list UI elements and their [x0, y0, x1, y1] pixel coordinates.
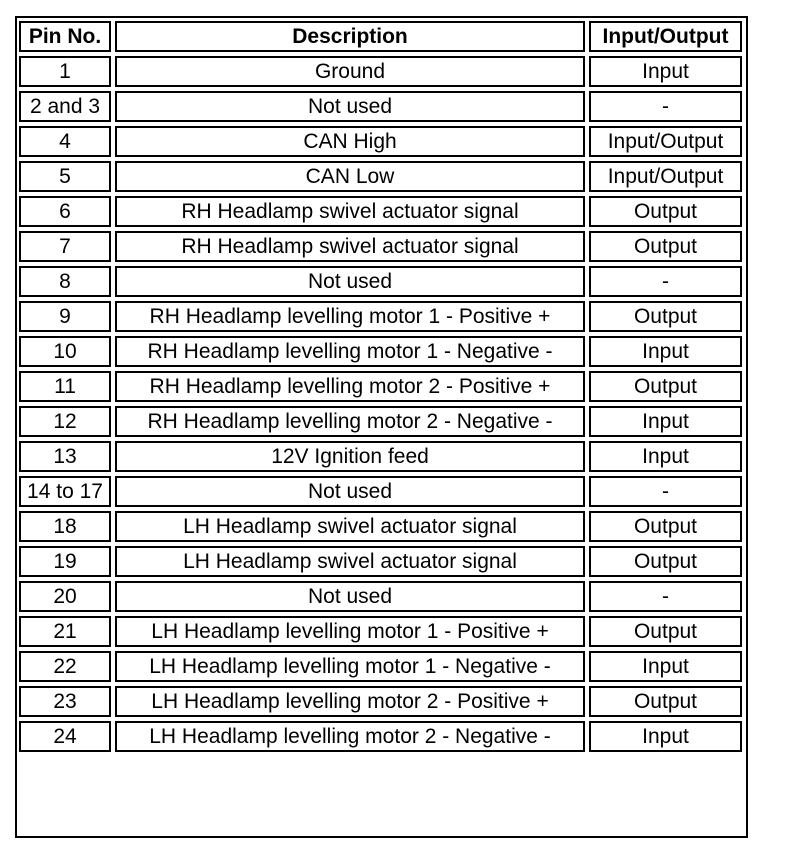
pin-cell: 6: [19, 196, 111, 227]
input-output-cell: -: [589, 266, 742, 297]
table-row: [19, 616, 742, 647]
pin-cell: 10: [19, 336, 111, 367]
input-output-cell: Input: [589, 721, 742, 752]
input-output-cell: Output: [589, 371, 742, 402]
pin-cell: 1: [19, 56, 111, 87]
pin-cell: 4: [19, 126, 111, 157]
table-row: [19, 651, 742, 682]
header-description: Description: [115, 21, 585, 52]
header-row: [19, 21, 742, 52]
table-row: [19, 511, 742, 542]
input-output-cell: Input: [589, 336, 742, 367]
pin-cell: 24: [19, 721, 111, 752]
pin-cell: 8: [19, 266, 111, 297]
header-pin-no: Pin No.: [19, 21, 111, 52]
table-row: [19, 301, 742, 332]
description-cell: Ground: [115, 56, 585, 87]
pin-cell: 5: [19, 161, 111, 192]
description-cell: RH Headlamp levelling motor 2 - Negative -: [115, 406, 585, 437]
description-cell: LH Headlamp levelling motor 2 - Negative -: [115, 721, 585, 752]
table-row: [19, 581, 742, 612]
pin-rows: [19, 56, 742, 752]
table-row: [19, 546, 742, 577]
description-cell: CAN High: [115, 126, 585, 157]
pin-cell: 18: [19, 511, 111, 542]
table-row: [19, 476, 742, 507]
input-output-cell: Output: [589, 616, 742, 647]
pin-cell: 19: [19, 546, 111, 577]
description-cell: RH Headlamp swivel actuator signal: [115, 231, 585, 262]
description-cell: 12V Ignition feed: [115, 441, 585, 472]
table-row: [19, 126, 742, 157]
table-row: [19, 196, 742, 227]
input-output-cell: -: [589, 581, 742, 612]
pin-cell: 23: [19, 686, 111, 717]
description-cell: RH Headlamp levelling motor 1 - Negative -: [115, 336, 585, 367]
input-output-cell: Output: [589, 196, 742, 227]
input-output-cell: Input: [589, 406, 742, 437]
input-output-cell: Output: [589, 231, 742, 262]
table-row: [19, 406, 742, 437]
description-cell: LH Headlamp swivel actuator signal: [115, 511, 585, 542]
table-row: [19, 336, 742, 367]
pin-cell: 13: [19, 441, 111, 472]
pin-cell: 22: [19, 651, 111, 682]
pin-cell: 12: [19, 406, 111, 437]
pin-cell: 7: [19, 231, 111, 262]
input-output-cell: -: [589, 91, 742, 122]
description-cell: LH Headlamp swivel actuator signal: [115, 546, 585, 577]
description-cell: Not used: [115, 476, 585, 507]
input-output-cell: Input: [589, 651, 742, 682]
pin-cell: 2 and 3: [19, 91, 111, 122]
table-row: [19, 91, 742, 122]
description-cell: CAN Low: [115, 161, 585, 192]
input-output-cell: Output: [589, 546, 742, 577]
table-row: [19, 441, 742, 472]
description-cell: Not used: [115, 91, 585, 122]
table-row: [19, 266, 742, 297]
table-row: [19, 686, 742, 717]
pin-cell: 11: [19, 371, 111, 402]
description-cell: RH Headlamp levelling motor 2 - Positive +: [115, 371, 585, 402]
input-output-cell: Input/Output: [589, 126, 742, 157]
description-cell: LH Headlamp levelling motor 1 - Positive +: [115, 616, 585, 647]
input-output-cell: Output: [589, 511, 742, 542]
description-cell: LH Headlamp levelling motor 2 - Positive +: [115, 686, 585, 717]
input-output-cell: -: [589, 476, 742, 507]
input-output-cell: Input: [589, 56, 742, 87]
pin-table: [15, 17, 746, 756]
pin-cell: 14 to 17: [19, 476, 111, 507]
input-output-cell: Output: [589, 301, 742, 332]
input-output-cell: Input/Output: [589, 161, 742, 192]
pin-cell: 20: [19, 581, 111, 612]
pin-cell: 9: [19, 301, 111, 332]
table-row: [19, 161, 742, 192]
table-row: [19, 231, 742, 262]
description-cell: RH Headlamp levelling motor 1 - Positive +: [115, 301, 585, 332]
description-cell: RH Headlamp swivel actuator signal: [115, 196, 585, 227]
description-cell: Not used: [115, 266, 585, 297]
description-cell: Not used: [115, 581, 585, 612]
table-row: [19, 721, 742, 752]
table-row: [19, 371, 742, 402]
description-cell: LH Headlamp levelling motor 1 - Negative -: [115, 651, 585, 682]
pin-cell: 21: [19, 616, 111, 647]
header-input-output: Input/Output: [589, 21, 742, 52]
table-row: [19, 56, 742, 87]
input-output-cell: Input: [589, 441, 742, 472]
input-output-cell: Output: [589, 686, 742, 717]
